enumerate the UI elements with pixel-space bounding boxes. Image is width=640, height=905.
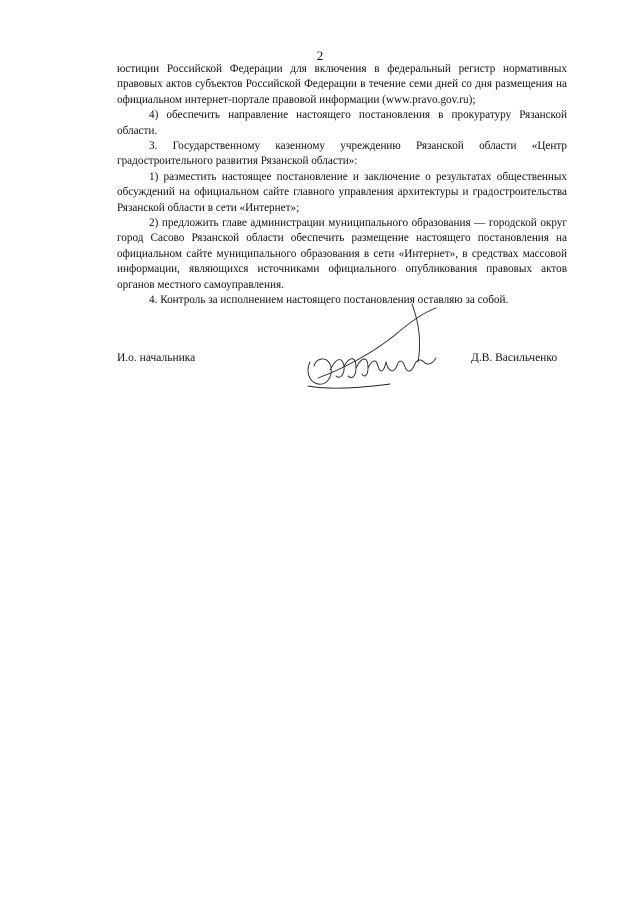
signatory-title: И.о. начальника (117, 352, 196, 364)
paragraph: 3. Государственному казенному учреждению Рязанской области «Центр градостроительного развития Рязанской области»: (117, 140, 567, 168)
document-body (117, 62, 567, 309)
paragraph: 4) обеспечить направление настоящего постановления в прокуратуру Рязанской области. (117, 109, 567, 137)
paragraph: 1) разместить настоящее постановление и заключение о результатах общественных обсуждений на официальном сайте главного управления архитектуры и градостроительства Рязанской области в сети «Интернет»; (117, 170, 567, 214)
signatory-name: Д.В. Васильченко (471, 352, 558, 364)
paragraph: 2) предложить главе администрации муниципального образования — городской округ город Сасово Рязанской области обеспечить размещение настоящего постановления на официальном сайте муниципального образования в сети «Интернет», в средствах массовой информации, являющихся источниками официального опубликования правовых актов органов местного самоуправления. (117, 217, 567, 291)
handwritten-signature (300, 300, 450, 400)
paragraph: 4. Контроль за исполнением настоящего постановления оставляю за собой. (149, 294, 509, 307)
page-number: 2 (316, 48, 324, 63)
paragraph: юстиции Российской Федерации для включения в федеральный регистр нормативных правовых актов субъектов Российской Федерации в течение семи дней со дня размещения на официальном интернет-портале правовой информации (www.pravo.gov.ru); (117, 63, 567, 106)
